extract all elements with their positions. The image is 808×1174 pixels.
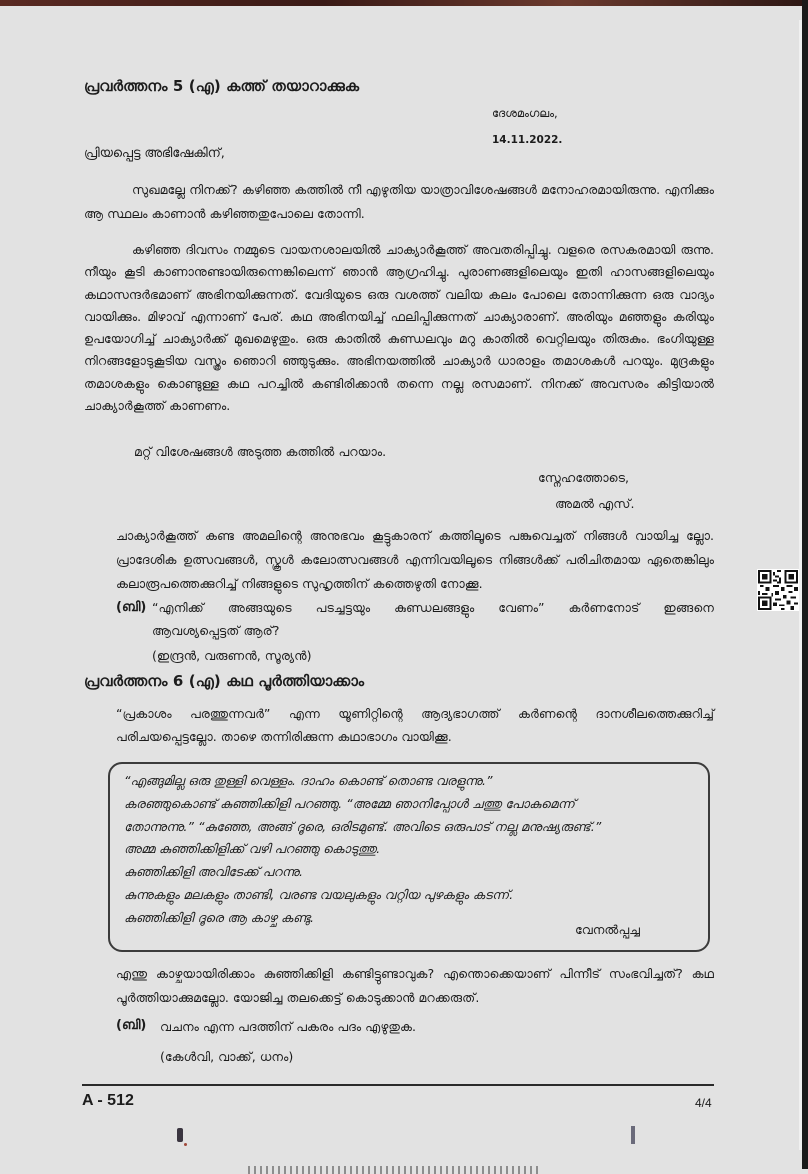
- scan-mark: [184, 1143, 187, 1146]
- footer-divider: [82, 1084, 714, 1086]
- letter-paragraph-1: സുഖമല്ലേ നിനക്ക്? കഴിഞ്ഞ കത്തിൽ നീ എഴുതിയ യാത്രാവിശേഷങ്ങൾ മനോഹരമായിരുന്നു. എനിക്കും ആ സ്ഥലം കാണാൻ കഴിഞ്ഞതുപോലെ തോന്നി.: [84, 182, 714, 221]
- activity6-intro: “പ്രകാശം പരത്തുന്നവർ” എന്ന യൂണിറ്റിന്റെ ആദ്യഭാഗത്ത് കർണന്റെ ദാനശീലത്തെക്കുറിച്ച് പരിചയപ്പെട്ടല്ലോ. താഴെ തന്നിരിക്കുന്ന കഥാഭാഗം വായിക്കൂ.: [116, 706, 714, 744]
- activity6-partb-options: (കേൾവി, വാക്ക്, ധനം): [160, 1049, 294, 1064]
- exam-page: [0, 6, 802, 1169]
- activity6-task: എന്തു കാഴ്ചയായിരിക്കാം കുഞ്ഞിക്കിളി കണ്ടിട്ടുണ്ടാവുക? എന്തൊക്കെയാണ് പിന്നീട് സംഭവിച്ചത്? കഥ പൂർത്തിയാക്കുമല്ലോ. യോജിച്ച തലക്കെട്ട് കൊടുക്കാൻ മറക്കരുത്.: [116, 966, 714, 1005]
- story-line: കുഞ്ഞിക്കിളി ദൂരെ ആ കാഴ്ച കണ്ടു.: [124, 909, 315, 925]
- story-line: “എങ്ങുമില്ല ഒരു തുള്ളി വെള്ളം. ദാഹം കൊണ്ട് തൊണ്ട വരളുന്നു.”: [124, 773, 493, 788]
- page-number: 4/4: [695, 1096, 712, 1110]
- story-source: വേനൽപ്പച്ച: [574, 922, 640, 937]
- scan-mark: [631, 1126, 635, 1144]
- activity5-task: ചാക്യാർകൂത്ത് കണ്ട അമലിന്റെ അനുഭവം കൂട്ടുകാരന് കത്തിലൂടെ പങ്കുവെച്ചത് നിങ്ങൾ വായിച്ച ല്ലോ. പ്രാദേശിക ഉത്സവങ്ങൾ, സ്കൂൾ കലോത്സവങ്ങൾ എന്നിവയിലൂടെ നിങ്ങൾക്ക് പരിചിതമായ ഏതെങ്കിലും കലാരൂപത്തെക്കുറിച്ച് നിങ്ങളുടെ സുഹൃത്തിന് കത്തെഴുതി നോക്കൂ.: [116, 528, 714, 591]
- scan-right-edge: [802, 0, 808, 1169]
- activity6-partb-question: വചനം എന്ന പദത്തിന് പകരം പദം എഴുതുക.: [160, 1019, 417, 1034]
- story-line: കരഞ്ഞുകൊണ്ട് കുഞ്ഞിക്കിളി പറഞ്ഞു. “അമ്മേ ഞാനിപ്പോൾ ചത്തു പോകുമെന്ന്: [124, 795, 575, 811]
- letter-salutation: പ്രിയപ്പെട്ട അഭിഷേകിന്,: [84, 146, 225, 161]
- letter-paragraph-3: മറ്റ് വിശേഷങ്ങൾ അടുത്ത കത്തിൽ പറയാം.: [134, 444, 387, 459]
- letter-signature: അമൽ എസ്.: [555, 496, 635, 511]
- activity5-partb-question-line2: ആവശ്യപ്പെട്ടത് ആര്?: [152, 623, 280, 638]
- scan-mark: [177, 1128, 183, 1142]
- activity5-partb-label: (ബി): [116, 600, 147, 615]
- story-line: കുഞ്ഞിക്കിളി അവിടേക്ക് പറന്നു.: [124, 864, 304, 880]
- letter-place: ദേശമംഗലം,: [492, 106, 558, 120]
- activity6-partb-label: (ബി): [116, 1018, 147, 1033]
- activity5-partb-options: (ഇന്ദ്രൻ, വരുണൻ, സൂര്യൻ): [152, 648, 312, 663]
- story-line: അമ്മ കുഞ്ഞിക്കിളിക്ക് വഴി പറഞ്ഞു കൊടുത്തു.: [124, 841, 381, 857]
- qr-code-icon[interactable]: [757, 569, 799, 611]
- activity5-heading: പ്രവർത്തനം 5 (എ) കത്ത് തയാറാക്കുക: [84, 77, 360, 95]
- activity5-partb-question-line1: “എനിക്ക് അങ്ങയുടെ പടച്ചട്ടയും കുണ്ഡലങ്ങളും വേണം” കർണനോട് ഇങ്ങനെ: [152, 600, 714, 615]
- story-line: കുന്നുകളും മലകളും താണ്ടി, വരണ്ട വയലുകളും വറ്റിയ പുഴകളും കടന്ന്.: [124, 886, 514, 902]
- activity6-heading: പ്രവർത്തനം 6 (എ) കഥ പൂർത്തിയാക്കാം: [84, 672, 365, 690]
- letter-closing: സ്നേഹത്തോടെ,: [538, 470, 630, 485]
- story-line: തോന്നുന്നു.” “കുഞ്ഞേ, അങ്ങ് ദൂരെ, ഒരിടമുണ്ട്. അവിടെ ഒരുപാട് നല്ല മനുഷ്യരുണ്ട്.”: [124, 818, 602, 834]
- scan-dotted-edge: [248, 1166, 538, 1174]
- letter-date: 14.11.2022.: [492, 134, 563, 146]
- story-excerpt-box: [108, 762, 710, 952]
- paper-code: A - 512: [82, 1092, 134, 1109]
- letter-paragraph-2: കഴിഞ്ഞ ദിവസം നമ്മുടെ വായനശാലയിൽ ചാക്യാർകൂത്ത് അവതരിപ്പിച്ചു. വളരെ രസകരമായി രുന്നു. നീയും കൂടി കാണാനുണ്ടായിരുന്നെങ്കിലെന്ന് ഞാൻ ആഗ്രഹിച്ചു. പുരാണങ്ങളിലെയും ഇതി ഹാസങ്ങളിലെയും കഥാസന്ദർഭമാണ് അഭിനയിക്കുന്നത്. വേദിയുടെ ഒരു വശത്ത് വലിയ കലം പോലെ തോന്നിക്കുന്ന ഒരു വാദ്യം വായിക്കും. മിഴാവ് എന്നാണ് പേര്. കഥ അഭിനയിച്ച് ഫലിപ്പിക്കുന്നത് ചാക്യാരാണ്. അരിയും മഞ്ഞളും കരിയും ഉപയോഗിച്ച് ചാക്യാർക്ക് മുഖമെഴുതും. ഒരു കാതിൽ കുണ്ഡലവും മറു കാതിൽ വെറ്റിലയും തിരുകും. ഭംഗിയുള്ള നിറങ്ങളോടുകൂടിയ വസ്ത്രം ഞൊറി ഞ്ഞുടുക്കും. അഭിനയത്തിൽ ചാക്യാർ ധാരാളം തമാശകൾ പറയും. മുദ്രകളും തമാശകളും കൊണ്ടുള്ള കഥ പറച്ചിൽ കണ്ടിരിക്കാൻ തന്നെ നല്ല രസമാണ്. നിനക്ക് അവസരം കിട്ടിയാൽ ചാക്യാർകൂത്ത് കാണണം.: [84, 242, 714, 414]
